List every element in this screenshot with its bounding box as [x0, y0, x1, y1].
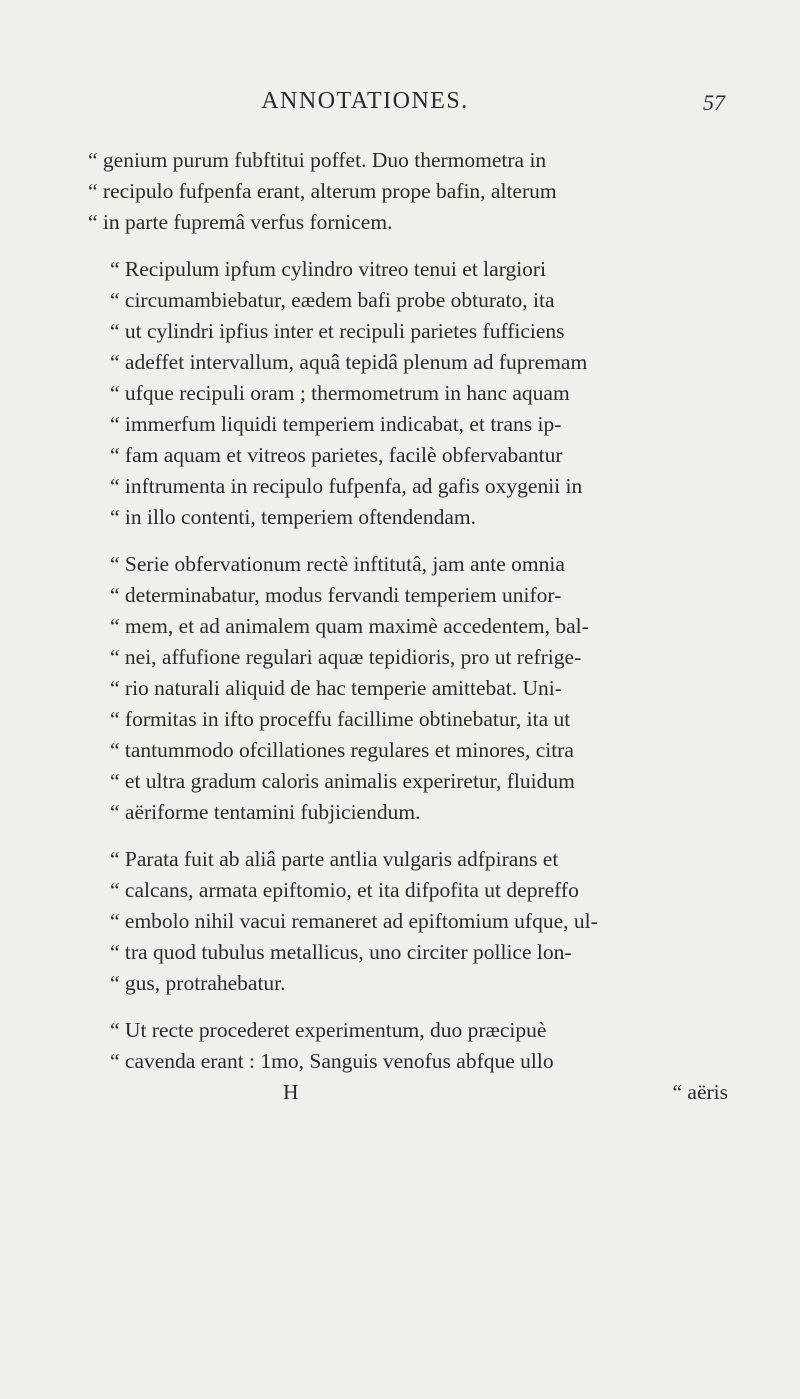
text-line: “ inftrumenta in recipulo fufpenfa, ad gafis oxygenii in [110, 474, 583, 498]
paragraph-5 [88, 1015, 728, 1077]
text-line: “ in parte fupremâ verfus fornicem. [88, 210, 393, 234]
paragraph-1 [88, 145, 728, 238]
text-line: “ rio naturali aliquid de hac temperie amittebat. Uni- [110, 676, 562, 700]
text-line: “ adeffet intervallum, aquâ tepidâ plenum ad fupremam [110, 350, 588, 374]
text-line: “ mem, et ad animalem quam maximè accedentem, bal- [110, 614, 589, 638]
text-line: “ recipulo fufpenfa erant, alterum prope bafin, alterum [88, 179, 557, 203]
body-text [88, 145, 728, 1108]
text-line: “ et ultra gradum caloris animalis experiretur, fluidum [110, 769, 575, 793]
paragraph-4 [88, 844, 728, 999]
text-line: “ Recipulum ipfum cylindro vitreo tenui et largiori [110, 257, 547, 281]
paragraph-3 [88, 549, 728, 828]
page-footer [88, 1077, 728, 1108]
text-line: “ circumambiebatur, eædem bafi probe obturato, ita [110, 288, 555, 312]
text-line: “ in illo contenti, temperiem oftendendam. [110, 505, 476, 529]
text-line: “ calcans, armata epiftomio, et ita difpofita ut depreffo [110, 878, 579, 902]
text-line: “ gus, protrahebatur. [110, 971, 286, 995]
paragraph-2 [88, 254, 728, 533]
text-line: “ ut cylindri ipfius inter et recipuli parietes fufficiens [110, 319, 565, 343]
text-line: “ tra quod tubulus metallicus, uno circiter pollice lon- [110, 940, 572, 964]
text-line: “ fam aquam et vitreos parietes, facilè obfervabantur [110, 443, 563, 467]
text-line: “ nei, affufione regulari aquæ tepidioris, pro ut refrige- [110, 645, 582, 669]
text-line: “ Ut recte procederet experimentum, duo præcipuè [110, 1018, 547, 1042]
text-line: “ cavenda erant : 1mo, Sanguis venofus abfque ullo [110, 1049, 554, 1073]
text-line: “ ufque recipuli oram ; thermometrum in hanc aquam [110, 381, 570, 405]
signature-mark: H [283, 1080, 299, 1104]
running-head-title: ANNOTATIONES. [261, 88, 469, 114]
page-number: 57 [703, 90, 725, 115]
text-line: “ genium purum fubftitui poffet. Duo thermometra in [88, 148, 547, 172]
text-line: “ determinabatur, modus fervandi temperiem unifor- [110, 583, 562, 607]
text-line: “ Parata fuit ab aliâ parte antlia vulgaris adfpirans et [110, 847, 559, 871]
text-line: “ embolo nihil vacui remaneret ad epiftomium ufque, ul- [110, 909, 598, 933]
text-line: “ tantummodo ofcillationes regulares et minores, citra [110, 738, 574, 762]
text-line: “ formitas in ifto proceffu facillime obtinebatur, ita ut [110, 707, 571, 731]
text-line: “ Serie obfervationum rectè inftitutâ, jam ante omnia [110, 552, 565, 576]
running-head [0, 88, 800, 118]
catchword: “ aëris [672, 1080, 728, 1104]
text-line: “ aëriforme tentamini fubjiciendum. [110, 800, 421, 824]
text-line: “ immerfum liquidi temperiem indicabat, et trans ip- [110, 412, 562, 436]
